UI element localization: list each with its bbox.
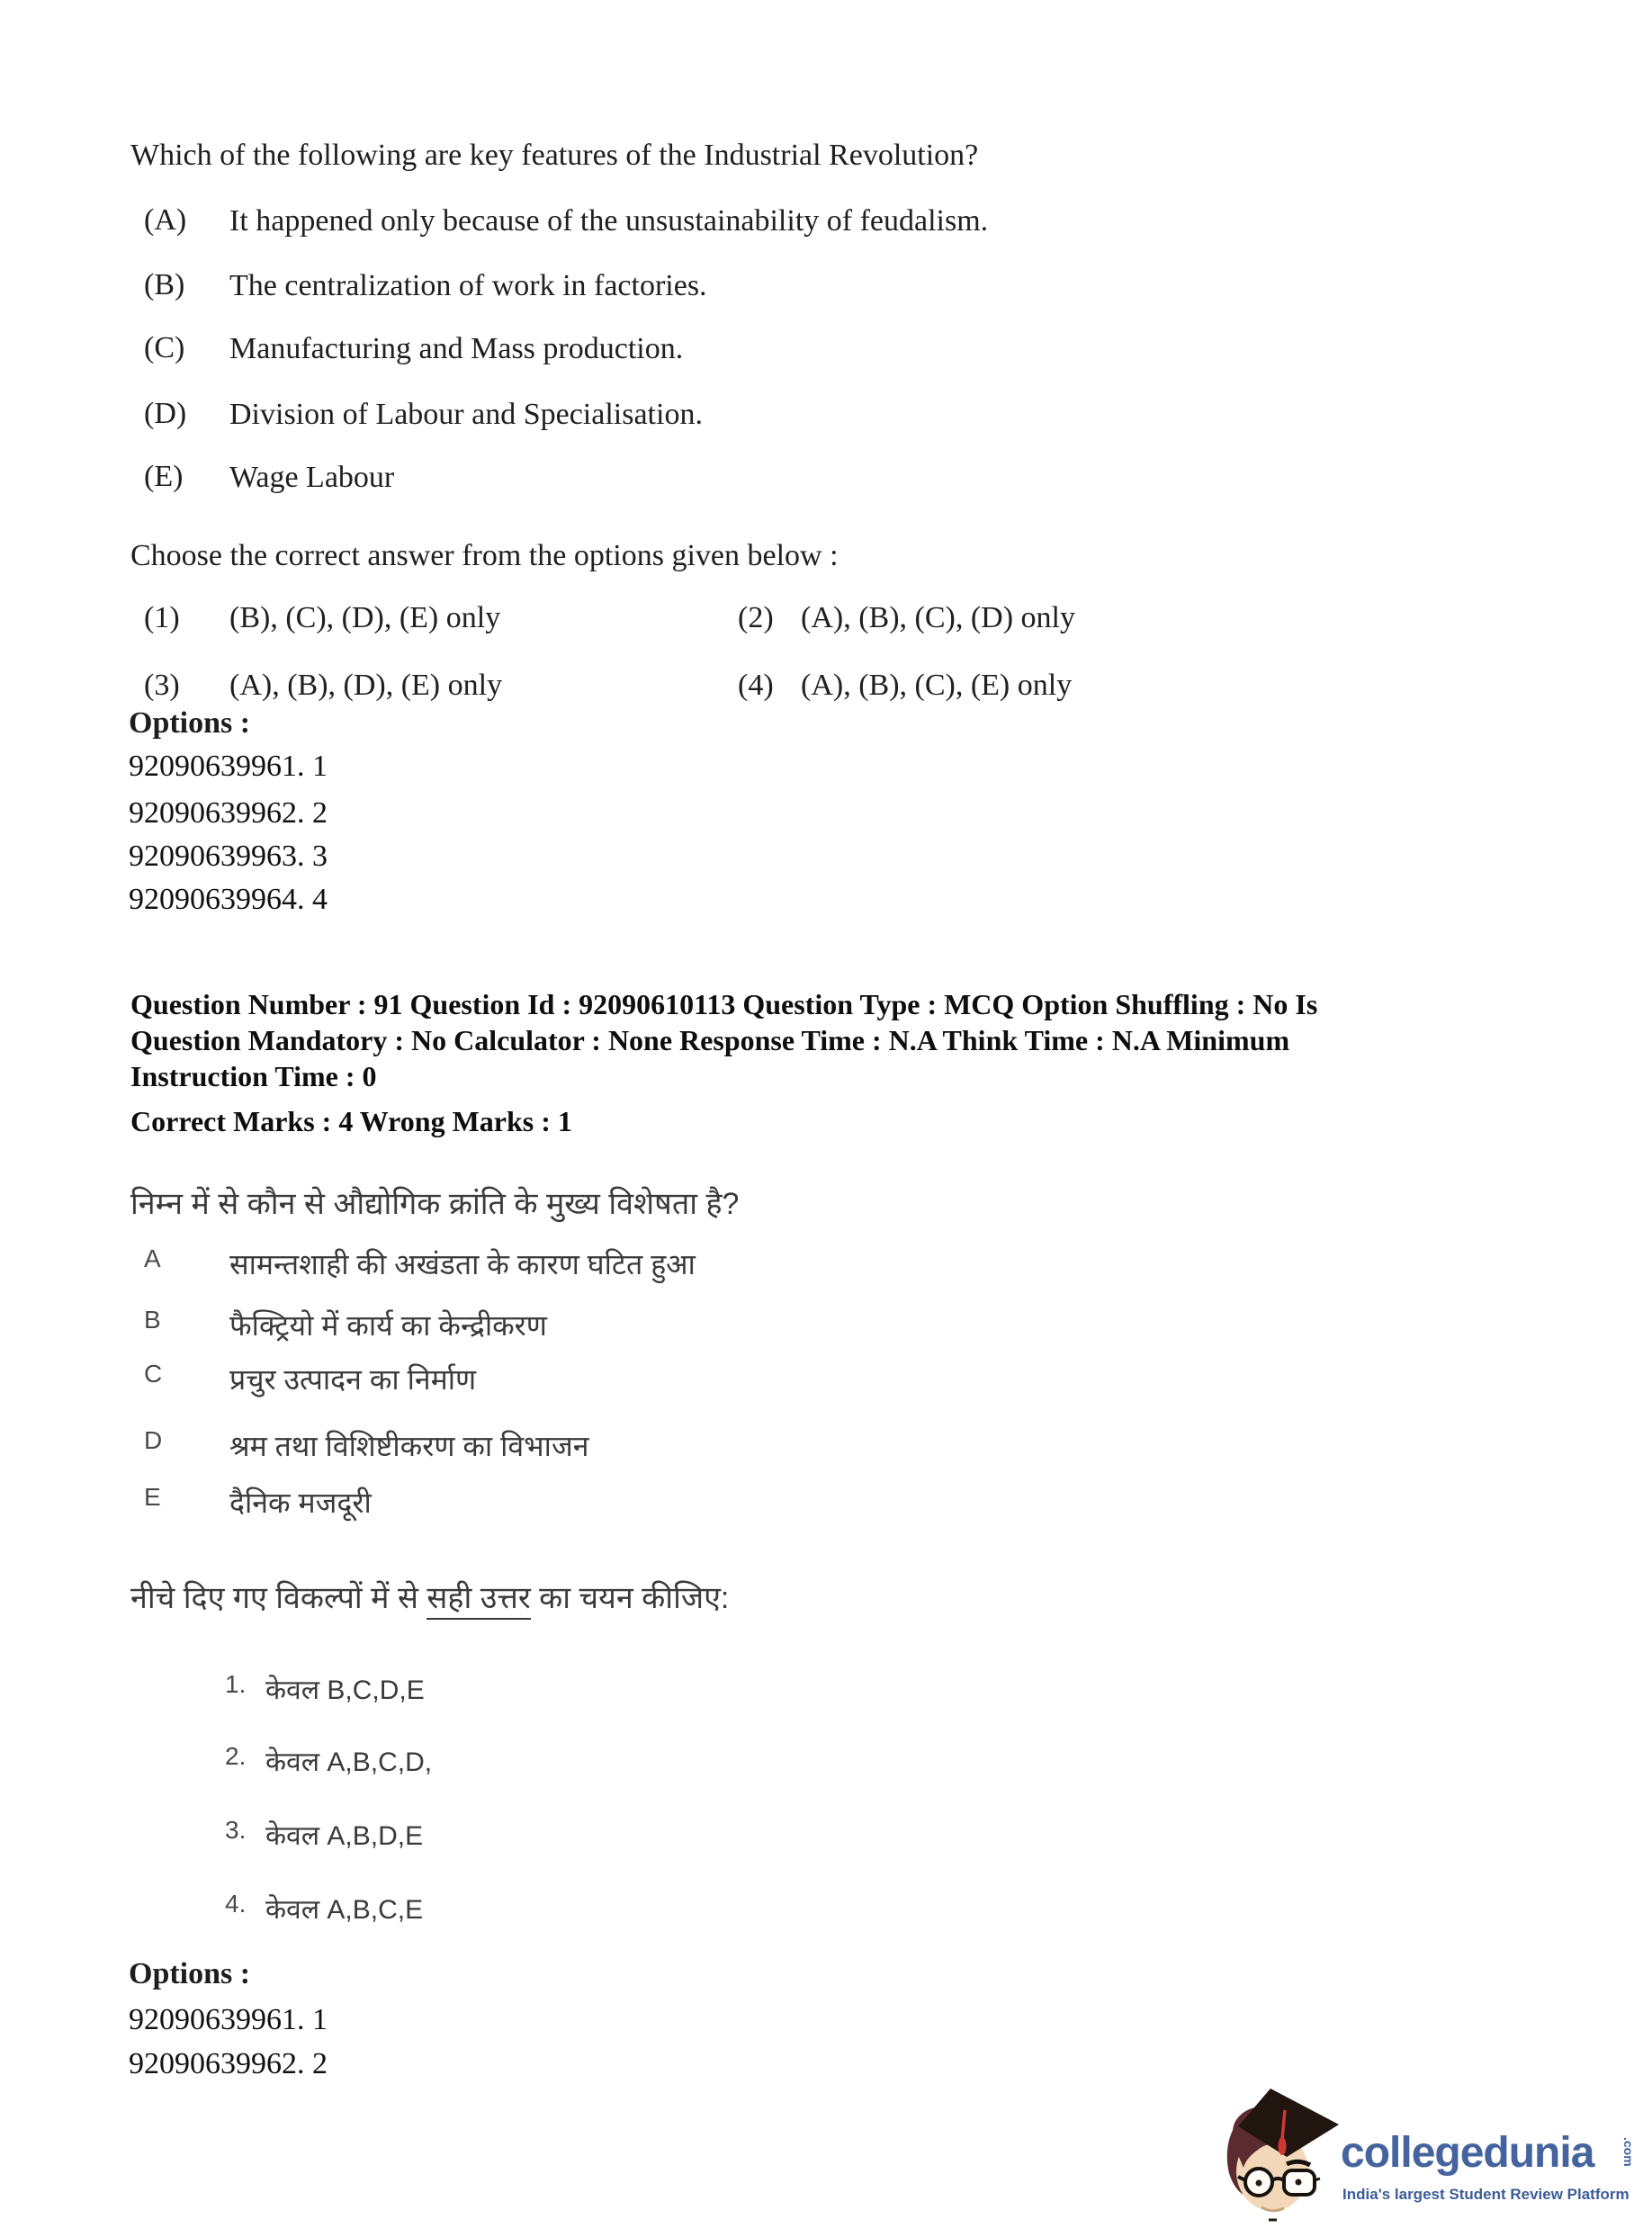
answer-text: केवल B,C,D,E [265,1675,425,1705]
answer-label: (4) [738,669,774,702]
hindi-answer-row-4 [225,1890,423,1927]
option-id: 92090639961. 1 [129,750,328,783]
choose-underlined: सही उत्तर [426,1581,530,1620]
option-label: (B) [144,268,185,301]
option-text: The centralization of work in factories. [229,269,707,302]
brand-wordmark: collegedunia [1341,2129,1594,2177]
option-text: सामन्तशाही की अखंडता के कारण घटित हुआ [229,1248,696,1280]
brand-domain-suffix: .com [1621,2137,1636,2167]
option-id: 92090639963. 3 [129,840,328,873]
hindi-option-row-c [144,1360,476,1398]
collegedunia-logo [1215,2072,1652,2227]
option-row-d [144,397,703,434]
option-text: Wage Labour [229,461,395,494]
answer-row-3-4 [144,669,1314,703]
option-label: (C) [144,331,185,364]
hindi-answer-row-3 [225,1816,423,1853]
option-row-e [144,460,394,497]
option-label: E [144,1483,161,1511]
answer-label: 2. [225,1742,247,1770]
option-label: (E) [144,460,184,493]
option-id: 92090639962. 2 [129,796,328,830]
choose-prefix: नीचे दिए गए विकल्पों में से [130,1581,427,1615]
graduation-cap-student-icon [1217,2085,1341,2222]
answer-label: 1. [225,1670,247,1698]
choose-answer-line: Choose the correct answer from the options given below : [130,539,839,572]
answer-label: 4. [225,1890,247,1918]
option-label: A [144,1244,161,1272]
hindi-choose-line [130,1576,729,1617]
answer-text: केवल A,B,C,E [265,1895,424,1925]
option-label: C [144,1360,163,1388]
question-text-english: Which of the following are key features of the Industrial Revolution? [130,139,979,172]
question-metadata [130,986,1480,1094]
answer-text: (A), (B), (C), (E) only [801,669,1073,702]
answer-text: (A), (B), (C), (D) only [801,601,1075,634]
hindi-answer-row-1 [225,1670,425,1707]
option-row-a [144,203,988,240]
answer-text: (A), (B), (D), (E) only [229,669,503,702]
option-text: दैनिक मजदूरी [229,1487,372,1519]
marks-line: Correct Marks : 4 Wrong Marks : 1 [130,1105,572,1137]
option-label: (A) [144,203,187,237]
answer-text: केवल A,B,C,D, [265,1747,433,1777]
option-label: B [144,1306,161,1334]
answer-label: 3. [225,1816,247,1844]
hindi-option-row-a [144,1244,696,1283]
option-id: 92090639961. 1 [129,2003,328,2036]
option-row-b [144,268,707,305]
answer-label: (3) [144,669,180,702]
hindi-option-row-e [144,1483,372,1522]
answer-text: केवल A,B,D,E [265,1821,424,1851]
option-id: 92090639964. 4 [129,883,328,916]
options-heading: Options : [129,706,251,740]
option-text: It happened only because of the unsustainability of feudalism. [229,204,989,238]
meta-line-2: Question Mandatory : No Calculator : None Response Time : N.A Think Time : N.A Minimum [130,1024,1290,1056]
answer-label: (1) [144,601,180,634]
option-text: फैक्ट्रियो में कार्य का केन्द्रीकरण [229,1309,547,1342]
option-label: (D) [144,397,187,430]
option-row-c [144,331,683,368]
option-label: D [144,1426,163,1454]
brand-tagline: India's largest Student Review Platform [1342,2186,1630,2203]
option-text: Manufacturing and Mass production. [229,332,684,365]
option-text: प्रचुर उत्पादन का निर्माण [229,1363,477,1396]
choose-suffix: का चयन कीजिए: [530,1581,730,1615]
option-id: 92090639962. 2 [129,2047,328,2080]
meta-line-1: Question Number : 91 Question Id : 92090610113 Question Type : MCQ Option Shuffling : No Is [130,988,1318,1020]
answer-text: (B), (C), (D), (E) only [229,601,501,634]
hindi-option-row-b [144,1306,547,1344]
option-text: श्रम तथा विशिष्टीकरण का विभाजन [229,1430,589,1462]
option-text: Division of Labour and Specialisation. [229,398,703,431]
hindi-answer-row-2 [225,1742,432,1779]
hindi-option-row-d [144,1426,588,1465]
answer-row-1-2 [144,601,1314,635]
question-text-hindi: निम्न में से कौन से औद्योगिक क्रांति के मुख्य विशेषता है? [130,1187,740,1221]
options-heading: Options : [129,1957,251,1990]
answer-label: (2) [738,601,774,634]
meta-line-3: Instruction Time : 0 [130,1060,377,1092]
